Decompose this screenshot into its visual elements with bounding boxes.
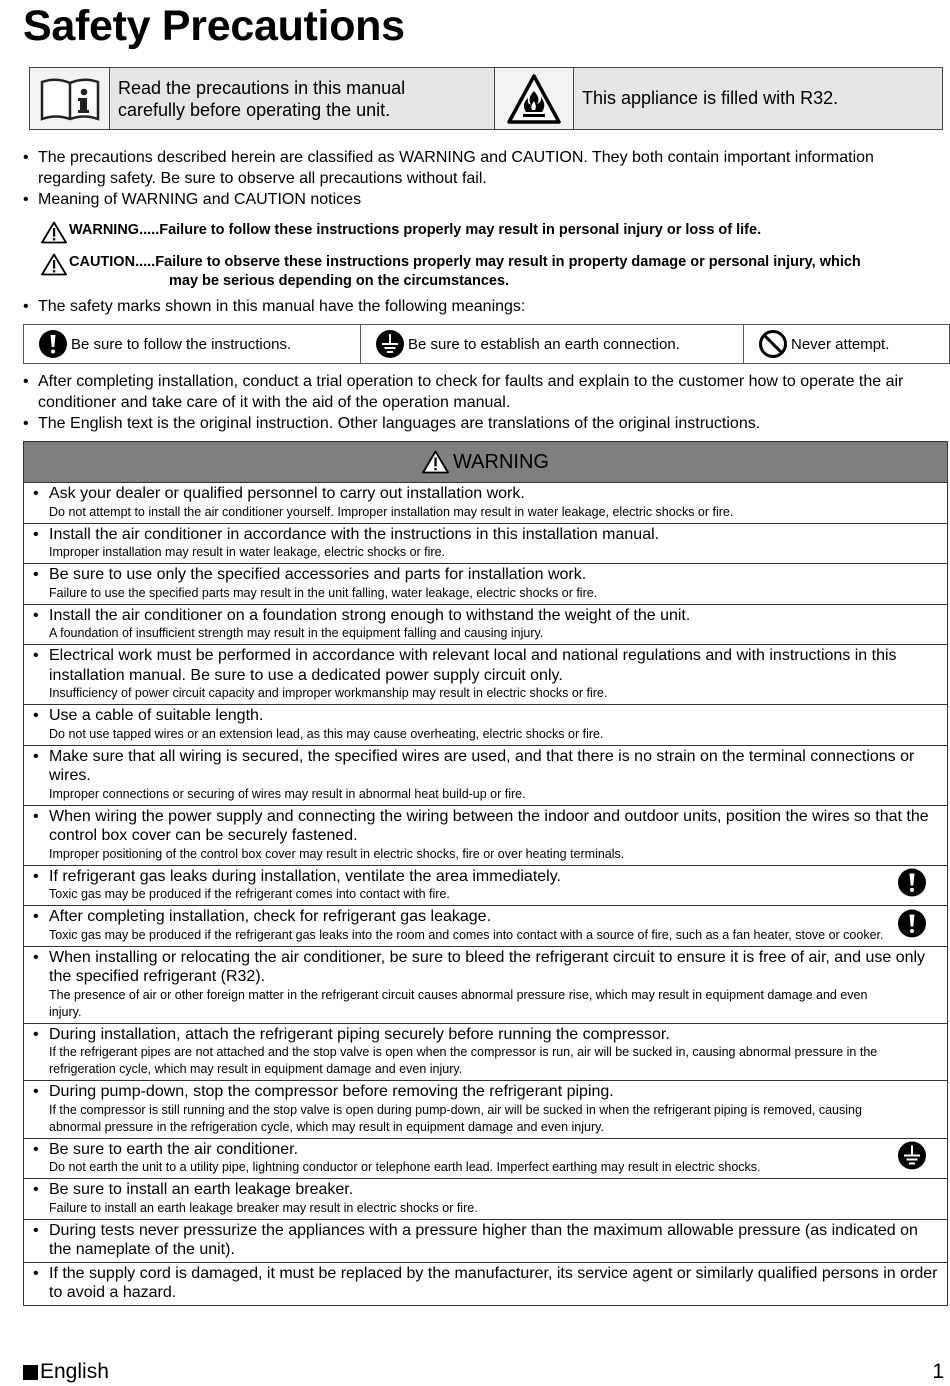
- warning-row: [24, 866, 947, 907]
- warning-row-title: Use a cable of suitable length.: [49, 707, 264, 724]
- intro-box: [29, 67, 943, 130]
- read-text-line1: Read the precautions in this manual: [118, 77, 406, 98]
- warning-row-detail: The presence of air or other foreign matter in the refrigerant circuit causes abnormal pressure rise, which may result in equipment damage and even injury.: [49, 987, 868, 1019]
- bullet-dot: •: [33, 485, 39, 502]
- warning-table: [23, 441, 948, 1306]
- bullet-dot: •: [33, 1140, 39, 1158]
- mark-label: Be sure to establish an earth connection.: [408, 335, 680, 353]
- caution-notice: [41, 253, 861, 291]
- bullet-language: [23, 413, 948, 434]
- warning-row-detail: Improper positioning of the control box cover may result in electric shocks, fire or over heating terminals.: [49, 846, 625, 861]
- bullet-text: The safety marks shown in this manual have the following meanings:: [38, 298, 526, 315]
- bullet-dot: •: [33, 1083, 39, 1100]
- bullet-dot: •: [33, 1025, 39, 1043]
- earth-icon: [375, 329, 405, 359]
- warning-row-title: If refrigerant gas leaks during installation, ventilate the area immediately.: [49, 867, 561, 885]
- warning-row: [24, 605, 947, 646]
- warning-rows: [24, 483, 947, 1305]
- warning-row-title: During tests never pressurize the appliances with a pressure higher than the maximum allowable pressure (as indicated on the nameplate of the unit).: [49, 1221, 918, 1258]
- warning-row-title: Make sure that all wiring is secured, the specified wires are used, and that there is no strain on the terminal connections or wires.: [49, 747, 915, 784]
- warning-row: [24, 1139, 947, 1180]
- warning-row: [24, 1263, 947, 1305]
- page-title: Safety Precautions: [23, 2, 405, 50]
- bullet-dot: •: [33, 707, 39, 724]
- bullet-safety-marks: [23, 296, 525, 317]
- warning-row-detail: If the compressor is still running and the stop valve is open during pump-down, air will be sucked in when the refrigerant piping is removed, causing abnormal pressure in the refrigeration cycle, which may result in equipment damage and even injury.: [49, 1102, 862, 1134]
- warning-row-title: Be sure to install an earth leakage breaker.: [49, 1181, 354, 1198]
- read-text-line2: carefully before operating the unit.: [118, 99, 391, 120]
- square-marker-icon: [23, 1365, 38, 1380]
- read-manual-icon: [30, 68, 110, 129]
- safety-marks-table: [23, 324, 950, 364]
- warning-row-detail: Insufficiency of power circuit capacity and improper workmanship may result in electric shocks or fire.: [49, 686, 608, 700]
- warning-row-detail: Do not use tapped wires or an extension lead, as this may cause overheating, electric shocks or fire.: [49, 726, 604, 741]
- warning-row-title: Electrical work must be performed in accordance with relevant local and national regulations and with instructions in this installation manual. Be sure to use a dedicated power supply circuit only.: [49, 647, 897, 684]
- warning-row: [24, 524, 947, 565]
- bullet-dot: •: [23, 149, 29, 166]
- warning-row: [24, 947, 947, 1024]
- warning-desc: .....Failure to follow these instructions properly may result in personal injury or loss of life.: [139, 222, 762, 238]
- earth-icon: [897, 1141, 927, 1176]
- bullet-dot: •: [33, 606, 39, 624]
- warning-triangle-icon: [422, 450, 449, 474]
- warning-row: [24, 645, 947, 705]
- warning-row-detail: Improper connections or securing of wires may result in abnormal heat build-up or fire.: [49, 786, 526, 801]
- bullet-dot: •: [23, 191, 29, 208]
- caution-desc-line1: .....Failure to observe these instructions properly may result in property damage or personal injury, which: [135, 254, 861, 270]
- bullet-dot: •: [33, 807, 39, 825]
- bullet-dot: •: [33, 747, 39, 765]
- warning-row-detail: Do not earth the unit to a utility pipe, lightning conductor or telephone earth lead. Imperfect earthing may result in electric shocks.: [49, 1160, 761, 1174]
- warning-row-detail: Toxic gas may be produced if the refrigerant gas leaks into the room and comes into contact with a source of fire, such as a fan heater, stove or cooker.: [49, 927, 884, 942]
- bullet-dot: •: [33, 525, 39, 543]
- bullet-dot: •: [33, 1264, 39, 1282]
- footer-language-label: English: [40, 1360, 109, 1383]
- warning-row-title: When wiring the power supply and connecting the wiring between the indoor and outdoor units, position the wires so that the control box cover can be securely fastened.: [49, 807, 929, 844]
- bullet-dot: •: [33, 908, 39, 925]
- caution-triangle-icon: [41, 253, 69, 291]
- warning-row: [24, 564, 947, 605]
- warning-row-title: During installation, attach the refrigerant piping securely before running the compressor.: [49, 1025, 670, 1043]
- warning-row-title: Be sure to earth the air conditioner.: [49, 1140, 299, 1158]
- warning-row-title: Ask your dealer or qualified personnel to carry out installation work.: [49, 485, 525, 502]
- warning-row: [24, 1179, 947, 1220]
- bullet-text: After completing installation, conduct a trial operation to check for faults and explain to the customer how to operate the air conditioner and take care of it with the aid of the operation manual.: [38, 373, 904, 411]
- prohibited-icon: [758, 329, 788, 359]
- warning-row: [24, 483, 947, 524]
- warning-row-title: Install the air conditioner on a foundation strong enough to withstand the weight of the unit.: [49, 606, 691, 624]
- caution-label: CAUTION: [69, 254, 136, 270]
- warning-row-title: If the supply cord is damaged, it must be replaced by the manufacturer, its service agent or similarly qualified persons in order to avoid a hazard.: [49, 1264, 938, 1301]
- bullet-dot: •: [33, 1221, 39, 1239]
- bullet-text: The English text is the original instruction. Other languages are translations of the original instructions.: [38, 415, 761, 432]
- warning-row-detail: Improper installation may result in water leakage, electric shocks or fire.: [49, 545, 445, 559]
- warning-row-detail: Toxic gas may be produced if the refrigerant comes into contact with fire.: [49, 887, 450, 901]
- warning-table-heading: WARNING: [453, 450, 549, 473]
- warning-row-detail: Do not attempt to install the air conditioner yourself. Improper installation may result in water leakage, electric shocks or fire.: [49, 504, 734, 519]
- bullet-dot: •: [33, 647, 39, 664]
- bullet-meaning: [23, 189, 361, 210]
- warning-row-title: During pump-down, stop the compressor before removing the refrigerant piping.: [49, 1083, 614, 1100]
- footer-language: [23, 1360, 109, 1384]
- warning-row: [24, 1081, 947, 1139]
- warning-row-detail: If the refrigerant pipes are not attached and the stop valve is open when the compressor is run, air will be sucked in, causing abnormal pressure in the refrigeration cycle, which may result in equipment damage and even injury.: [49, 1045, 878, 1076]
- bullet-text: The precautions described herein are classified as WARNING and CAUTION. They both contain important information regarding safety. Be sure to observe all precautions without fail.: [38, 149, 874, 187]
- warning-row-title: When installing or relocating the air conditioner, be sure to bleed the refrigerant circuit to ensure it is free of air, and use only the specified refrigerant (R32).: [49, 948, 926, 985]
- warning-row: [24, 806, 947, 866]
- page-number: 1: [932, 1360, 944, 1383]
- warning-row-title: After completing installation, check for refrigerant gas leakage.: [49, 908, 492, 925]
- warning-row: [24, 1220, 947, 1263]
- mark-label: Never attempt.: [791, 335, 890, 353]
- exclamation-icon: [38, 329, 68, 359]
- bullet-dot: •: [33, 948, 39, 966]
- mark-follow-instructions: [24, 325, 361, 363]
- warning-row: [24, 1024, 947, 1082]
- warning-triangle-icon: [41, 221, 69, 250]
- mark-earth-connection: [361, 325, 744, 363]
- warning-row-detail: Failure to use the specified parts may result in the unit falling, water leakage, electric shocks or fire.: [49, 585, 598, 600]
- warning-notice: [41, 221, 761, 250]
- warning-row: [24, 746, 947, 806]
- read-precautions-text: [110, 68, 495, 129]
- flammable-icon: [495, 68, 574, 129]
- warning-table-header: [24, 442, 947, 483]
- bullet-dot: •: [23, 415, 29, 432]
- mark-label: Be sure to follow the instructions.: [71, 335, 292, 353]
- bullet-dot: •: [33, 566, 39, 583]
- warning-row-title: Be sure to use only the specified accessories and parts for installation work.: [49, 566, 587, 583]
- warning-row-detail: Failure to install an earth leakage breaker may result in electric shocks or fire.: [49, 1200, 478, 1215]
- warning-row-title: Install the air conditioner in accordance with the instructions in this installation manual.: [49, 525, 660, 543]
- bullet-classification: [23, 147, 893, 189]
- bullet-dot: •: [33, 867, 39, 885]
- bullet-trial-operation: [23, 371, 948, 413]
- bullet-dot: •: [23, 373, 29, 390]
- bullet-text: Meaning of WARNING and CAUTION notices: [38, 191, 362, 208]
- warning-row: [24, 906, 947, 947]
- refrigerant-text: This appliance is filled with R32.: [574, 68, 942, 129]
- mark-never-attempt: [744, 325, 949, 363]
- bullet-dot: •: [33, 1181, 39, 1198]
- warning-row: [24, 705, 947, 746]
- warning-row-detail: A foundation of insufficient strength may result in the equipment falling and causing injury.: [49, 626, 544, 640]
- caution-desc-line2: may be serious depending on the circumstances.: [169, 273, 510, 289]
- exclamation-icon: [897, 868, 927, 903]
- warning-label: WARNING: [69, 222, 140, 238]
- bullet-dot: •: [23, 298, 29, 315]
- exclamation-icon: [897, 908, 927, 943]
